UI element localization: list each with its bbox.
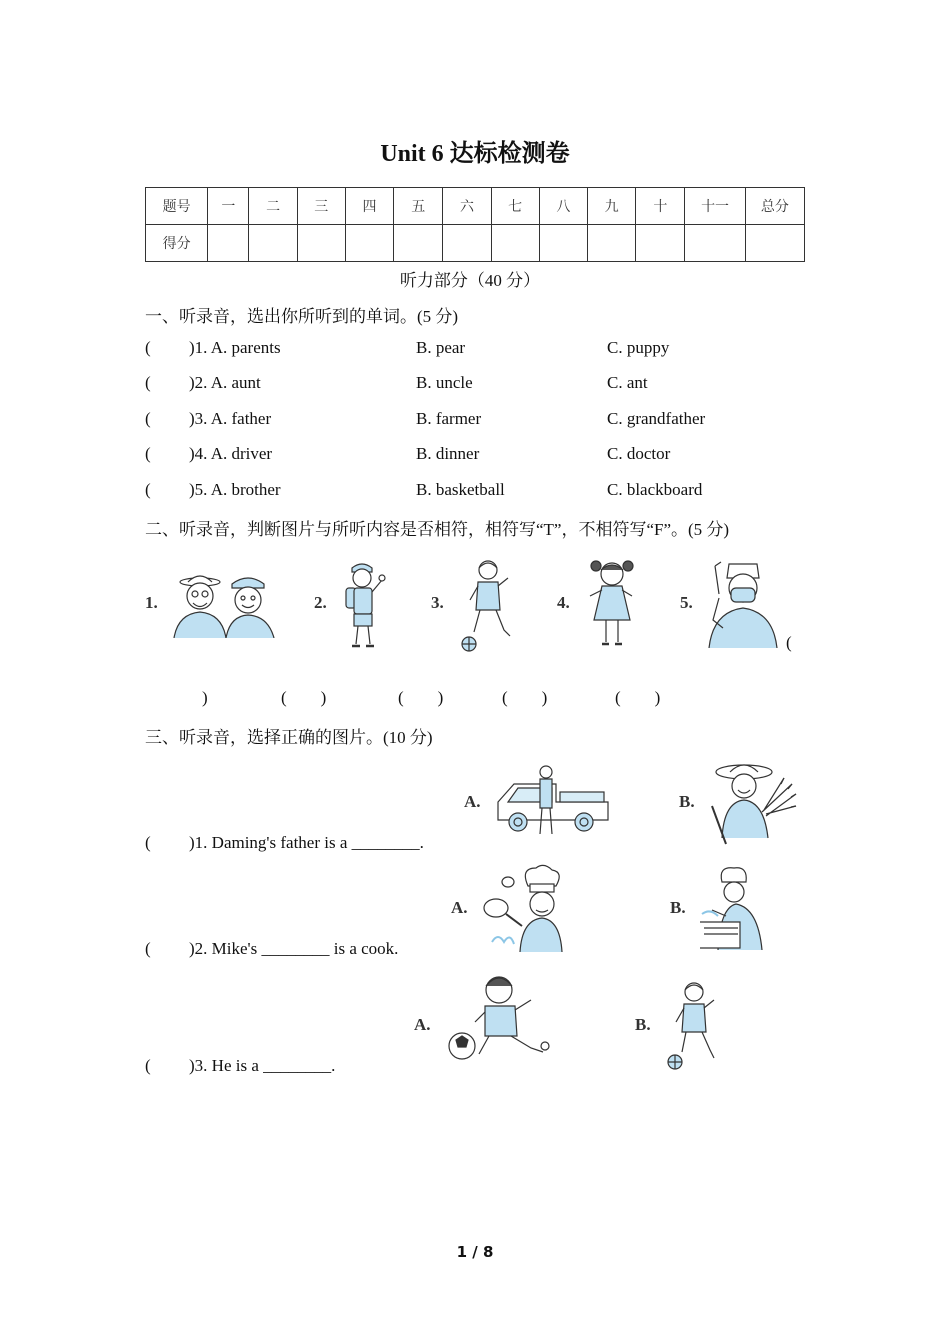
picture-label: 2. [314,593,327,612]
option-b: B. basketball [416,480,505,499]
cook-pan-picture[interactable] [480,864,564,952]
boy-basketball-picture [458,556,518,652]
score-cell: 二 [249,188,297,225]
option-c: C. grandfather [607,409,706,428]
score-table [145,187,805,262]
option-b: B. dinner [416,444,480,463]
part1-item: ( )1. A. parents [145,338,281,357]
part1-heading: 一、听录音，选出你所听到的单词。(5 分) [145,307,459,326]
answer-paren[interactable]: ( ) [502,688,548,707]
option-b-label[interactable]: B. [679,792,695,811]
answer-paren[interactable]: ( ) [615,688,661,707]
driver-truck-picture[interactable] [494,762,612,836]
option-b: B. farmer [416,409,482,428]
score-cell: 总分 [745,188,804,225]
boy-basketball-picture[interactable] [664,978,722,1072]
score-table-score-row [146,225,805,262]
picture-label: 3. [431,593,444,612]
score-cell: 五 [394,188,443,225]
part3-heading: 三、听录音，选择正确的图片。(10 分) [145,728,433,747]
grandparents-picture [170,570,278,638]
option-c: C. blackboard [607,480,703,499]
part2-heading: 二、听录音，判断图片与所听内容是否相符，相符写“T”，不相符写“F”。(5 分) [145,520,730,539]
score-input-cell[interactable] [345,225,393,262]
part3-question: ( )1. Daming's father is a ________. [145,833,424,852]
score-input-cell[interactable] [443,225,491,262]
score-cell: 十一 [685,188,745,225]
score-cell: 九 [588,188,636,225]
boy-schoolbag-picture [340,558,386,650]
farmer-wheat-picture[interactable] [704,758,798,850]
answer-paren[interactable]: ( [786,633,792,652]
picture-label: 5. [680,593,693,612]
part1-item: ( )2. A. aunt [145,373,261,392]
option-b-label[interactable]: B. [670,898,686,917]
page-number: 1 / 8 [456,1243,494,1261]
score-cell: 一 [208,188,249,225]
option-b-label[interactable]: B. [635,1015,651,1034]
score-input-cell[interactable] [745,225,804,262]
cook-grill-picture[interactable] [696,864,768,950]
option-b: B. pear [416,338,466,357]
score-table-header-row [146,188,805,225]
option-a-label[interactable]: A. [414,1015,431,1034]
score-cell: 八 [539,188,587,225]
score-cell: 七 [491,188,539,225]
score-input-cell[interactable] [588,225,636,262]
answer-paren[interactable]: ) [202,688,208,707]
score-input-cell[interactable] [491,225,539,262]
score-input-cell[interactable] [636,225,685,262]
part1-item: ( )5. A. brother [145,480,281,499]
picture-label: 4. [557,593,570,612]
score-input-cell[interactable] [685,225,745,262]
option-c: C. puppy [607,338,670,357]
score-input-cell[interactable] [539,225,587,262]
part1-item: ( )3. A. father [145,409,272,428]
answer-paren[interactable]: ( ) [398,688,444,707]
part3-question: ( )2. Mike's ________ is a cook. [145,939,399,958]
score-input-cell[interactable] [297,225,345,262]
part3-question: ( )3. He is a ________. [145,1056,336,1075]
page-title: Unit 6 达标检测卷 [380,141,570,167]
girl-dress-picture [582,556,642,652]
listening-heading: 听力部分（40 分） [399,271,541,290]
boy-football-picture[interactable] [445,972,557,1064]
score-cell: 四 [345,188,393,225]
doctor-mask-picture [705,558,779,648]
option-a-label[interactable]: A. [451,898,468,917]
score-cell: 得分 [146,225,208,262]
score-cell: 题号 [146,188,208,225]
option-b: B. uncle [416,373,473,392]
score-cell: 十 [636,188,685,225]
score-cell: 六 [443,188,491,225]
answer-paren[interactable]: ( ) [281,688,327,707]
score-cell: 三 [297,188,345,225]
option-c: C. doctor [607,444,671,463]
score-input-cell[interactable] [394,225,443,262]
score-input-cell[interactable] [249,225,297,262]
picture-label: 1. [145,593,158,612]
score-input-cell[interactable] [208,225,249,262]
option-c: C. ant [607,373,648,392]
option-a-label[interactable]: A. [464,792,481,811]
part1-item: ( )4. A. driver [145,444,273,463]
